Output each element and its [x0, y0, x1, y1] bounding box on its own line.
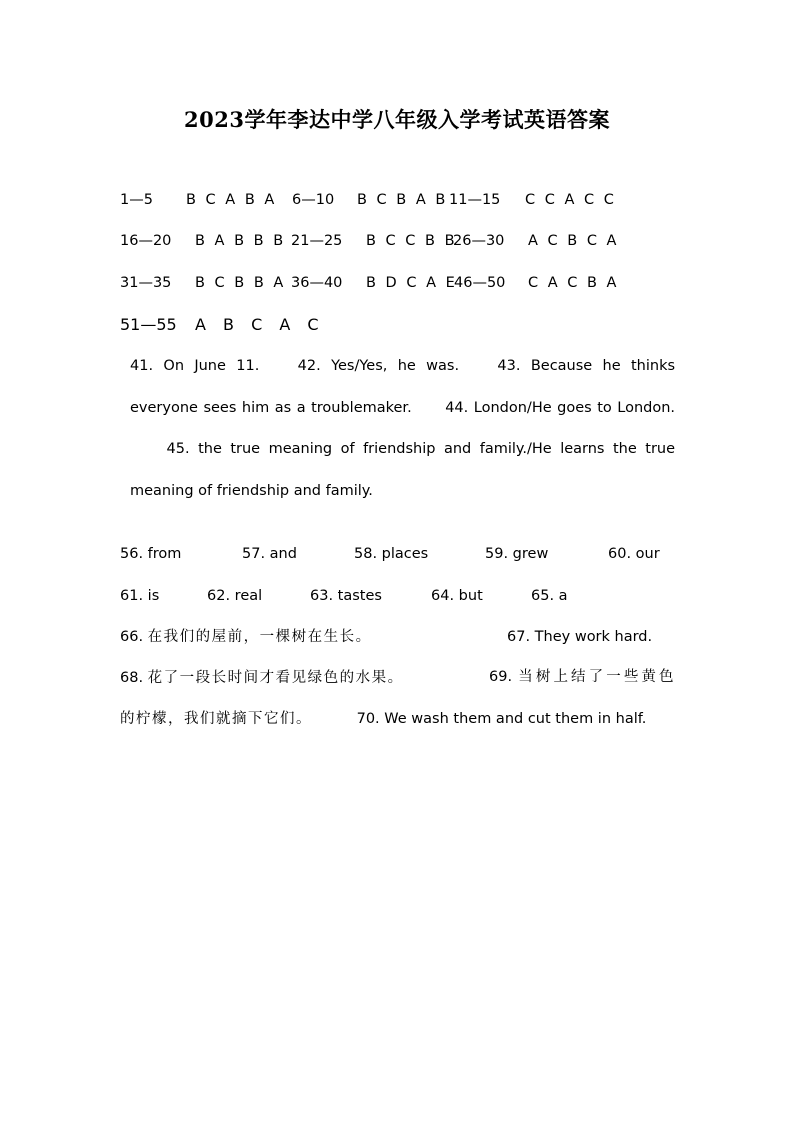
answer-number: 41.	[130, 358, 154, 374]
mc-answers: B A B B B	[195, 233, 286, 249]
mc-range: 51—55	[120, 315, 177, 334]
cloze-word: from	[147, 546, 182, 562]
cloze-number: 60.	[608, 546, 632, 562]
translation-text: 当树上结了一些黄色的柠檬，我们就摘下它们。	[120, 669, 676, 727]
short-answers-paragraph	[130, 346, 675, 512]
answer-text: Yes/Yes, he was.	[331, 358, 460, 374]
answer-number: 42.	[297, 358, 321, 374]
cloze-item	[354, 540, 428, 568]
cloze-item	[485, 540, 548, 568]
mc-answers: A B C A C	[195, 315, 325, 334]
mc-answers: A C B C A	[528, 233, 619, 249]
cloze-number: 59.	[485, 546, 509, 562]
mc-range: 21—25	[291, 233, 343, 249]
cloze-number: 56.	[120, 546, 144, 562]
cloze-word: real	[234, 588, 263, 604]
cloze-row-1	[120, 540, 675, 568]
mc-range: 1—5	[120, 192, 153, 208]
translation-row-1	[120, 623, 675, 651]
mc-range: 26—30	[453, 233, 505, 249]
translation-number: 70.	[356, 710, 380, 727]
cloze-number: 61.	[120, 588, 144, 604]
cloze-number: 64.	[431, 588, 455, 604]
mc-row-3	[120, 270, 680, 296]
answer-number: 44.	[445, 399, 469, 416]
answer-number: 43.	[497, 358, 521, 374]
cloze-number: 65.	[531, 588, 555, 604]
mc-row-4	[120, 312, 680, 338]
mc-answers: C C A C C	[525, 192, 617, 208]
answer-text: London/He goes to London.	[473, 399, 676, 416]
mc-answers: C A C B A	[528, 275, 619, 291]
cloze-word: our	[635, 546, 660, 562]
cloze-number: 57.	[242, 546, 266, 562]
cloze-item	[310, 582, 382, 610]
cloze-word: places	[381, 546, 429, 562]
translation-number: 67.	[507, 629, 531, 645]
cloze-item	[120, 582, 159, 610]
cloze-number: 58.	[354, 546, 378, 562]
mc-answers: B C A B A	[186, 192, 277, 208]
cloze-word: grew	[512, 546, 549, 562]
translation-number: 68.	[120, 670, 144, 686]
answer-text: On June 11.	[163, 358, 260, 374]
mc-answers: B C B A B	[357, 192, 448, 208]
cloze-word: tastes	[337, 588, 382, 604]
cloze-item	[207, 582, 262, 610]
mc-range: 46—50	[454, 275, 506, 291]
answer-text: Because he thinks everyone sees him as a troublemaker.	[130, 358, 676, 416]
translation-text: They work hard.	[534, 629, 653, 645]
mc-row-1	[120, 187, 680, 213]
mc-answers: B D C A E	[366, 275, 458, 291]
translation-paragraph	[120, 657, 675, 740]
cloze-number: 63.	[310, 588, 334, 604]
mc-range: 31—35	[120, 275, 172, 291]
mc-range: 16—20	[120, 233, 172, 249]
mc-range: 36—40	[291, 275, 343, 291]
cloze-item	[531, 582, 568, 610]
cloze-item	[431, 582, 483, 610]
cloze-number: 62.	[207, 588, 231, 604]
cloze-word: and	[269, 546, 297, 562]
translation-number: 66.	[120, 629, 144, 645]
translation-number: 69.	[489, 669, 513, 685]
cloze-item	[120, 540, 181, 568]
cloze-word: is	[147, 588, 160, 604]
cloze-word: but	[458, 588, 483, 604]
answer-number: 45.	[166, 441, 190, 457]
cloze-item	[608, 540, 660, 568]
translation-text: 花了一段长时间才看见绿色的水果。	[147, 670, 404, 686]
mc-answers: B C B B A	[195, 275, 286, 291]
cloze-word: a	[558, 588, 568, 604]
mc-answers: B C C B B	[366, 233, 458, 249]
answer-text: the true meaning of friendship and family./He learns the true meaning of friendship and family.	[130, 441, 676, 499]
mc-row-2	[120, 228, 680, 254]
translation-text: We wash them and cut them in half.	[384, 710, 647, 727]
cloze-item	[242, 540, 297, 568]
page-title: 2023学年李达中学八年级入学考试英语答案	[184, 107, 610, 132]
translation-text: 在我们的屋前，一棵树在生长。	[147, 629, 372, 645]
cloze-row-2	[120, 582, 675, 610]
mc-range: 11—15	[449, 192, 501, 208]
mc-range: 6—10	[292, 192, 335, 208]
